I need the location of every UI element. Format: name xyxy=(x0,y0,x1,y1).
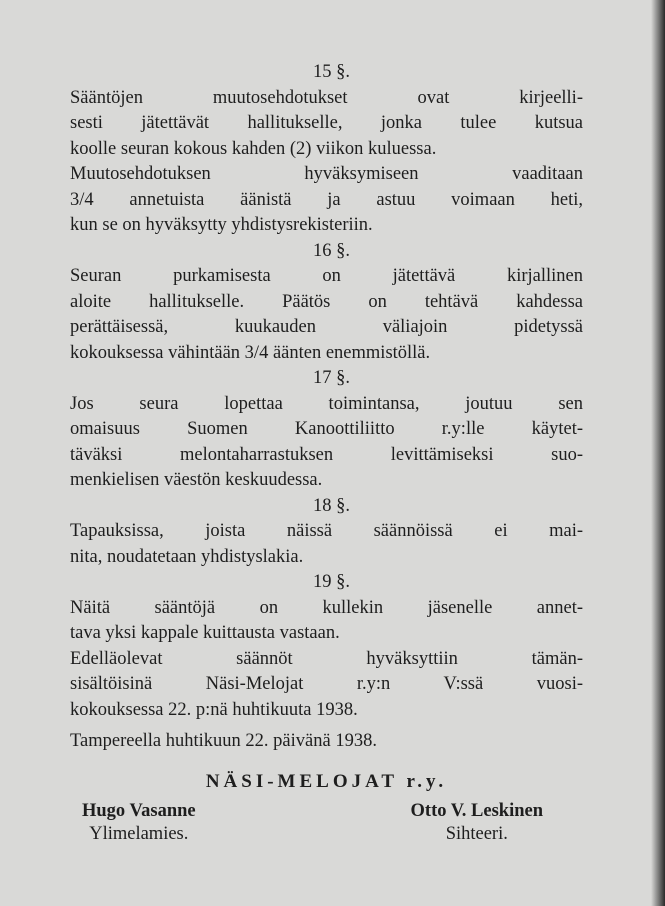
text-line: Edelläolevat säännöt hyväksyttiin tämän- xyxy=(70,648,583,669)
text-line: Tapauksissa, joista näissä säännöissä ei mai- xyxy=(70,521,583,541)
text-line: täväksi melontaharrastuksen levittämiseksi suo- xyxy=(70,444,583,465)
signature-block-secretary xyxy=(411,800,543,846)
signatures xyxy=(70,800,583,846)
section-text-16 xyxy=(70,264,583,366)
scan-edge-shadow xyxy=(651,0,665,906)
section-heading-17: 17 §. xyxy=(313,368,350,388)
signature-block-chairman xyxy=(82,800,196,846)
text-line: Sääntöjen muutosehdotukset ovat kirjeelli- xyxy=(70,87,583,108)
text-line: kun se on hyväksytty yhdistysrekisteriin. xyxy=(70,215,373,235)
signer-name: Hugo Vasanne xyxy=(82,801,196,821)
organization-name: NÄSI-MELOJAT r.y. xyxy=(205,770,448,792)
text-line: Jos seura lopettaa toimintansa, joutuu sen xyxy=(70,393,583,414)
section-text-15 xyxy=(70,86,583,239)
section-text-17 xyxy=(70,392,583,494)
document-body xyxy=(70,60,583,846)
signer-title: Ylimelamies. xyxy=(89,824,189,844)
signer-name: Otto V. Leskinen xyxy=(410,801,543,821)
section-heading-18: 18 §. xyxy=(313,495,350,516)
text-line: Muutosehdotuksen hyväksymiseen vaaditaan xyxy=(70,164,583,184)
text-line: aloite hallitukselle. Päätös on tehtävä kahdessa xyxy=(70,291,583,312)
section-text-18 xyxy=(70,519,583,570)
text-line: kokouksessa 22. p:nä huhtikuuta 1938. xyxy=(70,699,358,720)
text-line: nita, noudatetaan yhdistyslakia. xyxy=(70,546,304,567)
text-line: sisältöisinä Näsi-Melojat r.y:n V:ssä vuosi- xyxy=(70,674,583,694)
text-line: Näitä sääntöjä on kullekin jäsenelle annet- xyxy=(70,597,583,618)
text-line: sesti jätettävät hallitukselle, jonka tulee kutsua xyxy=(70,113,583,133)
signer-title: Sihteeri. xyxy=(445,824,508,844)
text-line: kokouksessa vähintään 3/4 äänten enemmistöllä. xyxy=(70,342,431,363)
section-text-19 xyxy=(70,596,583,724)
text-line: Seuran purkamisesta on jätettävä kirjallinen xyxy=(70,266,583,286)
text-line: 3/4 annetuista äänistä ja astuu voimaan heti, xyxy=(70,189,583,210)
closing-line: Tampereella huhtikuun 22. päivänä 1938. xyxy=(70,731,377,751)
section-heading-15: 15 §. xyxy=(313,62,350,82)
text-line: perättäisessä, kuukauden väliajoin pidetyssä xyxy=(70,317,583,337)
text-line: menkielisen väestön keskuudessa. xyxy=(70,470,323,490)
text-line: koolle seuran kokous kahden (2) viikon kuluessa. xyxy=(70,138,437,159)
text-line: omaisuus Suomen Kanoottiliitto r.y:lle käytet- xyxy=(70,419,583,439)
text-line: tava yksi kappale kuittausta vastaan. xyxy=(70,623,340,643)
section-heading-19: 19 §. xyxy=(313,572,350,592)
section-heading-16: 16 §. xyxy=(313,240,350,261)
